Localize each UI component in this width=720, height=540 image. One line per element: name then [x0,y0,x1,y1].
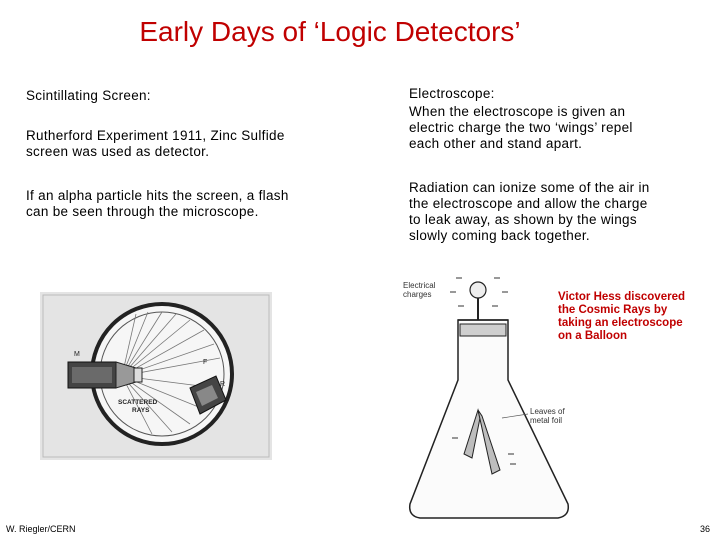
label-charges: charges [403,290,432,299]
label-electrical: Electrical [403,281,436,290]
stopper [460,324,506,336]
label-f: F [203,359,208,366]
electroscope-p2-line-3: to leak away, as shown by the wings [409,212,637,227]
electroscope-paragraph-2 [409,180,650,244]
electroscope-ball [470,282,486,298]
hess-line-1: Victor Hess discovered [558,291,685,303]
electroscope-paragraph-1 [409,104,633,152]
electroscope-figure [398,268,580,536]
electroscope-p1-line-1: When the electroscope is given an [409,104,626,119]
scintillating-screen-heading: Scintillating Screen: [26,88,151,103]
rutherford-line-2: screen was used as detector. [26,144,210,159]
electroscope-p2-line-2: the electroscope and allow the charge [409,196,648,211]
electroscope-p2-line-1: Radiation can ionize some of the air in [409,180,650,195]
label-leaves: Leaves of [530,407,565,416]
alpha-line-1: If an alpha particle hits the screen, a flash [26,188,289,203]
rutherford-paragraph [26,128,285,160]
footer-author: W. Riegler/CERN [6,524,76,534]
alpha-line-2: can be seen through the microscope. [26,204,259,219]
hess-line-3: taking an electroscope [558,317,683,329]
label-metal-foil: metal foil [530,416,563,425]
electroscope-p1-line-2: electric charge the two ‘wings’ repel [409,120,633,135]
page-title: Early Days of ‘Logic Detectors’ [139,16,521,47]
hess-line-4: on a Balloon [558,330,627,342]
hess-line-2: the Cosmic Rays by [558,304,668,316]
electroscope-heading: Electroscope: [409,86,495,101]
electroscope-p1-line-3: each other and stand apart. [409,136,583,151]
rutherford-line-1: Rutherford Experiment 1911, Zinc Sulfide [26,128,285,143]
label-r: R [220,381,226,388]
label-rays: RAYS [132,407,150,414]
alpha-paragraph [26,188,289,220]
rutherford-apparatus-figure [40,292,272,460]
label-m: M [74,351,80,358]
label-scattered: SCATTERED [118,399,158,406]
electroscope-p2-line-4: slowly coming back together. [409,228,590,243]
page-number: 36 [699,524,710,534]
